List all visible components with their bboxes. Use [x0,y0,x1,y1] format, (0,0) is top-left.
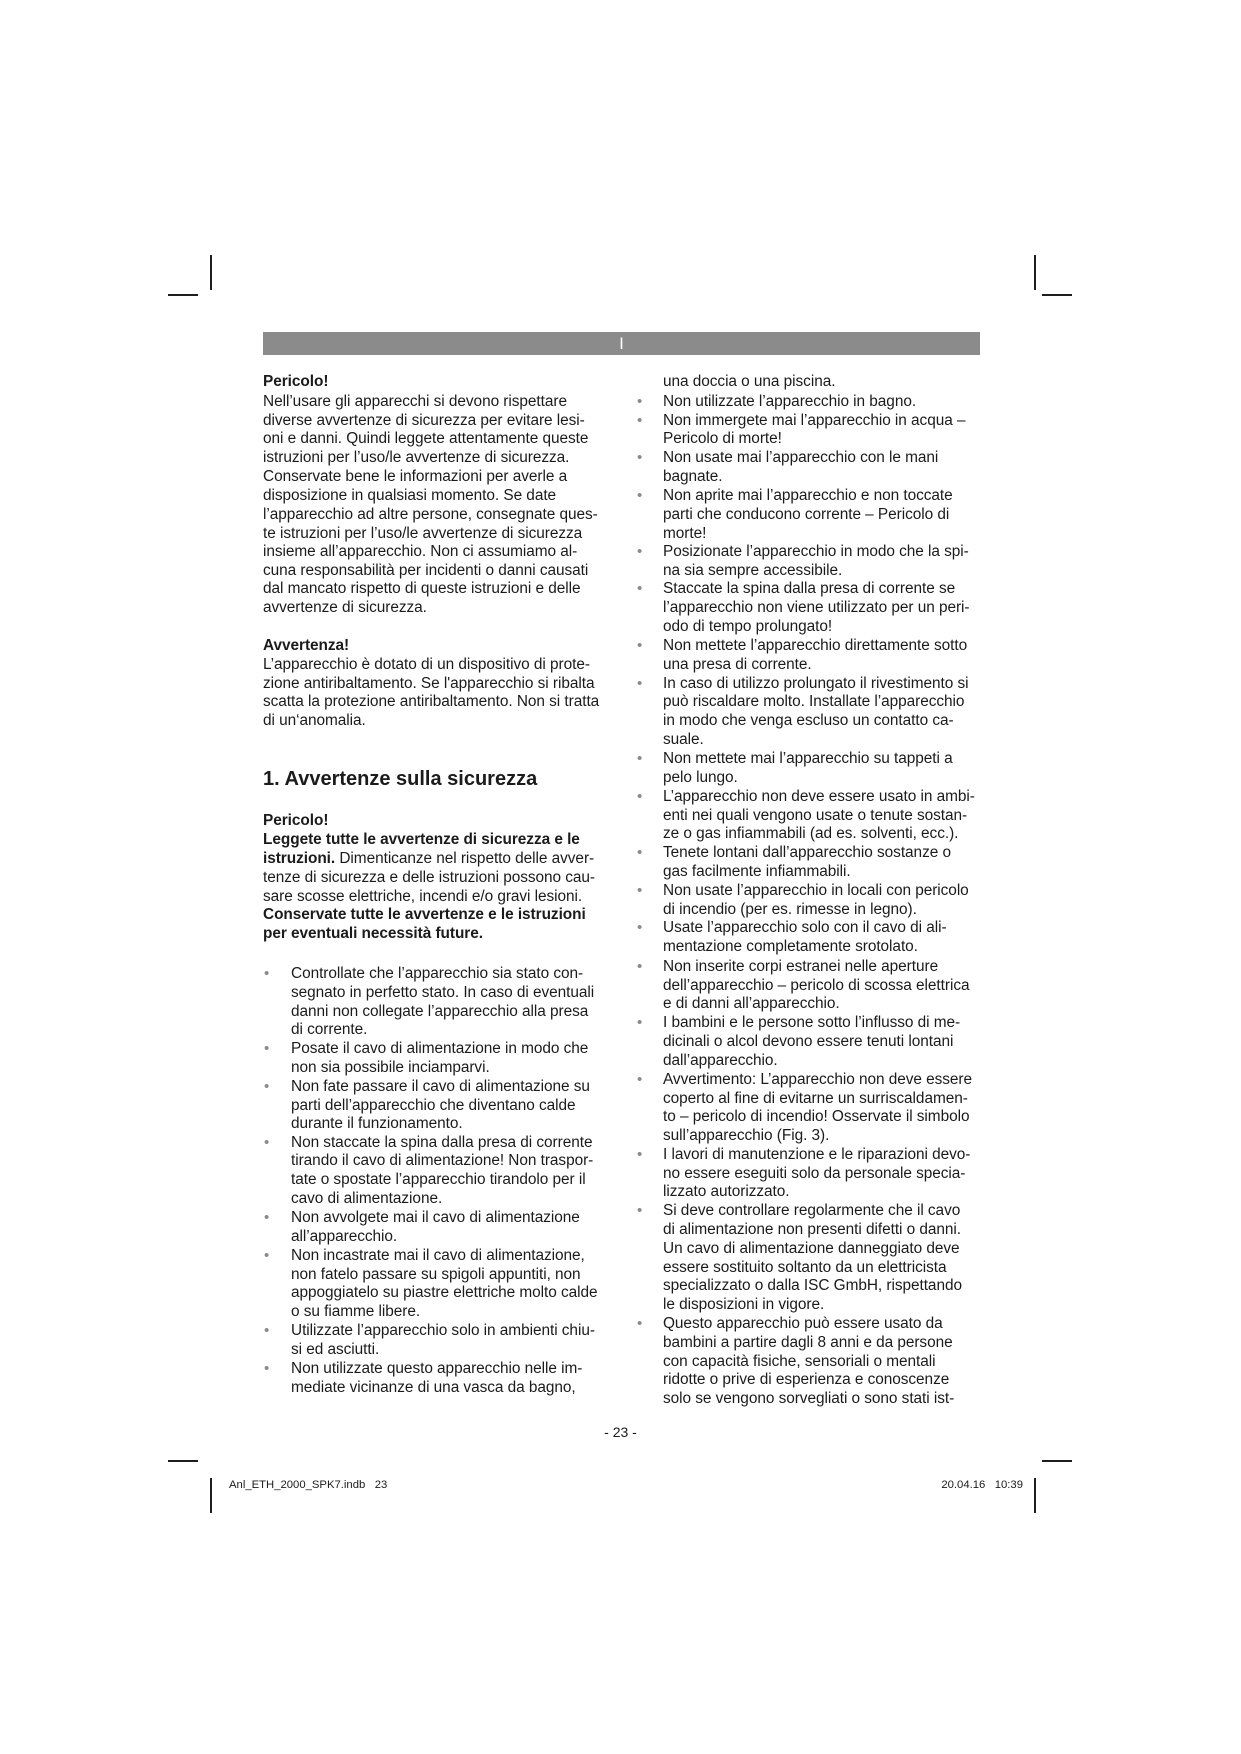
bullet-icon: • [637,543,643,560]
paragraph-line: disposizione in qualsiasi momento. Se date [263,487,557,504]
bullet-text-line: Utilizzate l’apparecchio solo in ambienti chiu- [291,1322,595,1339]
paragraph-line: sare scosse elettriche, incendi e/o gravi lesioni. [263,888,583,905]
bullet-text-line: e di danni all’apparecchio. [663,995,840,1012]
bullet-text-line: Non mettete mai l’apparecchio su tappeti a [663,750,953,767]
bullet-text-line: Non mettete l’apparecchio direttamente sotto [663,637,968,654]
regular-text: Dimenticanze nel rispetto delle avver- [335,850,595,867]
bullet-text-line: bambini a partire dagli 8 anni e da persone [663,1334,953,1351]
bullet-text-line: tate o spostate l’apparecchio tirandolo per il [291,1171,586,1188]
bullet-text-line: parti dell’apparecchio che diventano calde [291,1097,576,1114]
bullet-text-line: mediate vicinanze di una vasca da bagno, [291,1379,576,1396]
bullet-icon: • [637,637,643,654]
bullet-text-line: Avvertimento: L’apparecchio non deve essere [663,1071,972,1088]
bullet-icon: • [264,1247,270,1264]
bullet-text-line: Tenete lontani dall’apparecchio sostanze o [663,844,951,861]
bullet-icon: • [637,675,643,692]
page-number: - 23 - [604,1424,637,1440]
paragraph-line: tenze di sicurezza e delle istruzioni possono cau- [263,869,595,886]
bullet-text-line: all’apparecchio. [291,1228,398,1245]
bullet-text-line: pelo lungo. [663,769,738,786]
bullet-text-line: Un cavo di alimentazione danneggiato deve [663,1240,960,1257]
bullet-text-line: lizzato autorizzato. [663,1183,790,1200]
bullet-text-line: L’apparecchio non deve essere usato in ambi- [663,788,975,805]
bullet-icon: • [264,1134,270,1151]
bold-text: istruzioni. [263,850,336,867]
paragraph-line [263,925,483,943]
bullet-text-line: non sia possibile inciamparvi. [291,1059,490,1076]
bullet-text-line: no essere eseguiti solo da personale specia- [663,1165,966,1182]
bullet-text-line: Si deve controllare regolarmente che il cavo [663,1202,961,1219]
paragraph-line: Conservate bene le informazioni per averle a [263,468,568,485]
bullet-text-line: coperto al fine di evitarne un surriscaldamen- [663,1090,968,1107]
bullet-icon: • [637,1014,643,1031]
bullet-icon: • [637,958,643,975]
paragraph-line: zione antiribaltamento. Se l'apparecchio si ribalta [263,675,595,692]
bullet-text-line: danni non collegate l’apparecchio alla presa [291,1003,589,1020]
right-column [637,0,990,1754]
bullet-icon: • [637,844,643,861]
bullet-icon: • [637,487,643,504]
bullet-icon: • [637,449,643,466]
bullet-text-line: ze o gas infiammabili (ad es. solventi, ecc.). [663,825,959,842]
paragraph-line: oni e danni. Quindi leggete attentamente queste [263,430,589,447]
bullet-text-line: I bambini e le persone sotto l’influsso di me- [663,1014,961,1031]
bullet-icon: • [637,580,643,597]
bullet-text-line: Staccate la spina dalla presa di corrente se [663,580,956,597]
bullet-icon: • [637,393,643,410]
bullet-text-line: gas facilmente infiammabili. [663,863,851,880]
bullet-icon: • [264,1322,270,1339]
paragraph-line: diverse avvertenze di sicurezza per evitare lesi- [263,412,585,429]
bullet-text-line: In caso di utilizzo prolungato il rivestimento si [663,675,969,692]
bullet-text-line: odo di tempo prolungato! [663,618,833,635]
bullet-icon: • [637,919,643,936]
bullet-icon: • [637,788,643,805]
bullet-icon: • [264,1040,270,1057]
paragraph-line [263,831,580,849]
paragraph-line: scatta la protezione antiribaltamento. Non si tratta [263,693,600,710]
paragraph-line: insieme all’apparecchio. Non ci assumiamo al- [263,543,578,560]
bullet-text-line: Pericolo di morte! [663,430,782,447]
bullet-text-line: di corrente. [291,1021,368,1038]
bullet-text-line: Controllate che l’apparecchio sia stato con- [291,965,584,982]
bullet-text-line: Non usate l’apparecchio in locali con pericolo [663,882,969,899]
block-heading [263,812,328,830]
bullet-text-line: bagnate. [663,468,723,485]
bullet-text-line: Non aprite mai l’apparecchio e non toccate [663,487,953,504]
crop-mark-bottom-right-horizontal [1042,1460,1072,1462]
bullet-text-line: ridotte o prive di esperienza e conoscenze [663,1371,950,1388]
paragraph-line: di un‘anomalia. [263,712,366,729]
bullet-text-line: I lavori di manutenzione e le riparazioni devo- [663,1146,971,1163]
bullet-text-line: Non incastrate mai il cavo di alimentazione, [291,1247,585,1264]
bullet-text-line: Usate l’apparecchio solo con il cavo di ali- [663,919,947,936]
bullet-icon: • [637,750,643,767]
bold-text: Avvertenza! [263,637,350,654]
paragraph-line: dal mancato rispetto di queste istruzioni e delle [263,580,581,597]
bullet-text-line: in modo che venga escluso un contatto ca- [663,712,954,729]
bullet-icon: • [264,965,270,982]
paragraph-line: una doccia o una piscina. [663,373,836,390]
bullet-icon: • [637,412,643,429]
bullet-text-line: Non utilizzate l’apparecchio in bagno. [663,393,917,410]
paragraph-line [263,850,594,868]
bullet-text-line: solo se vengono sorvegliati o sono stati ist- [663,1390,955,1407]
paragraph-line: avvertenze di sicurezza. [263,599,427,616]
crop-mark-top-left-horizontal [168,294,198,296]
bullet-text-line: Posizionate l’apparecchio in modo che la spi- [663,543,969,560]
language-code: I [619,334,624,353]
bullet-text-line: le disposizioni in vigore. [663,1296,825,1313]
paragraph-line: cuna responsabilità per incidenti o danni causati [263,562,589,579]
bullet-text-line: sull’apparecchio (Fig. 3). [663,1127,830,1144]
bullet-text-line: Non fate passare il cavo di alimentazione su [291,1078,590,1095]
bullet-text-line: mentazione completamente srotolato. [663,938,918,955]
crop-mark-bottom-left-vertical [210,1478,212,1513]
bullet-icon: • [637,1315,643,1332]
crop-mark-top-right-vertical [1034,255,1036,290]
block-heading [263,373,328,391]
paragraph-line: istruzioni per l’uso/le avvertenze di sicurezza. [263,449,570,466]
bold-text: per eventuali necessità future. [263,925,483,942]
bullet-text-line: dell’apparecchio – pericolo di scossa elettrica [663,977,970,994]
bullet-text-line: l’apparecchio non viene utilizzato per un peri- [663,599,970,616]
bold-text: Conservate tutte le avvertenze e le istruzioni [263,906,586,923]
bullet-text-line: segnato in perfetto stato. In caso di eventuali [291,984,595,1001]
crop-mark-top-left-vertical [210,255,212,290]
section-title: 1. Avvertenze sulla sicurezza [263,768,538,790]
bullet-icon: • [637,882,643,899]
bullet-icon: • [637,1202,643,1219]
bullet-text-line: può riscaldare molto. Installate l’apparecchio [663,693,965,710]
bullet-icon: • [264,1209,270,1226]
bullet-text-line: non fatelo passare su spigoli appuntiti, non [291,1266,581,1283]
bullet-text-line: dicinali o alcol devono essere tenuti lontani [663,1033,954,1050]
paragraph-line: l’apparecchio ad altre persone, consegnate ques- [263,506,598,523]
bullet-text-line: Questo apparecchio può essere usato da [663,1315,943,1332]
paragraph-line: Nell’usare gli apparecchi si devono rispettare [263,393,567,410]
bullet-text-line: Posate il cavo di alimentazione in modo che [291,1040,589,1057]
bullet-text-line: durante il funzionamento. [291,1115,463,1132]
bullet-text-line: specializzato o dalla ISC GmbH, rispettando [663,1277,962,1294]
paragraph-line: te istruzioni per l’uso/le avvertenze di sicurezza [263,525,583,542]
bullet-text-line: Non immergete mai l’apparecchio in acqua – [663,412,966,429]
bullet-text-line: to – pericolo di incendio! Osservate il simbolo [663,1108,970,1125]
bullet-icon: • [264,1360,270,1377]
bullet-text-line: cavo di alimentazione. [291,1190,443,1207]
bullet-text-line: Non avvolgete mai il cavo di alimentazione [291,1209,580,1226]
bullet-icon: • [637,1146,643,1163]
crop-mark-bottom-right-vertical [1034,1478,1036,1513]
bullet-icon: • [637,1071,643,1088]
bold-text: Leggete tutte le avvertenze di sicurezza e le [263,831,580,848]
bullet-text-line: parti che conducono corrente – Pericolo di [663,506,950,523]
paragraph-line: L’apparecchio è dotato di un dispositivo di prote- [263,656,590,673]
bullet-text-line: dall’apparecchio. [663,1052,778,1069]
bullet-text-line: o su fiamme libere. [291,1303,421,1320]
bullet-text-line: tirando il cavo di alimentazione! Non traspor- [291,1152,594,1169]
crop-mark-bottom-left-horizontal [168,1460,198,1462]
bullet-text-line: Non staccate la spina dalla presa di corrente [291,1134,593,1151]
bullet-text-line: Non utilizzate questo apparecchio nelle im- [291,1360,583,1377]
bullet-text-line: enti nei quali vengono usate o tenute sostan- [663,807,968,824]
paragraph-line [263,906,586,924]
bullet-text-line: morte! [663,525,707,542]
crop-mark-top-right-horizontal [1042,294,1072,296]
bullet-text-line: si ed asciutti. [291,1341,380,1358]
print-slug-file: Anl_ETH_2000_SPK7.indb 23 [229,1479,388,1491]
bullet-text-line: di incendio (per es. rimesse in legno). [663,901,917,918]
bold-text: Pericolo! [263,373,329,390]
bullet-text-line: suale. [663,731,704,748]
bullet-icon: • [264,1078,270,1095]
bullet-text-line: appoggiatelo su piastre elettriche molto calde [291,1284,598,1301]
bullet-text-line: una presa di corrente. [663,656,812,673]
bullet-text-line: na sia sempre accessibile. [663,562,843,579]
bullet-text-line: Non inserite corpi estranei nelle aperture [663,958,939,975]
print-slug-datetime: 20.04.16 10:39 [941,1479,1023,1491]
block-heading [263,637,349,655]
bullet-text-line: Non usate mai l’apparecchio con le mani [663,449,939,466]
bullet-text-line: essere sostituito soltanto da un elettricista [663,1259,947,1276]
bullet-text-line: di alimentazione non presenti difetti o danni. [663,1221,962,1238]
bullet-text-line: con capacità fisiche, sensoriali o mentali [663,1353,936,1370]
bold-text: Pericolo! [263,812,329,829]
